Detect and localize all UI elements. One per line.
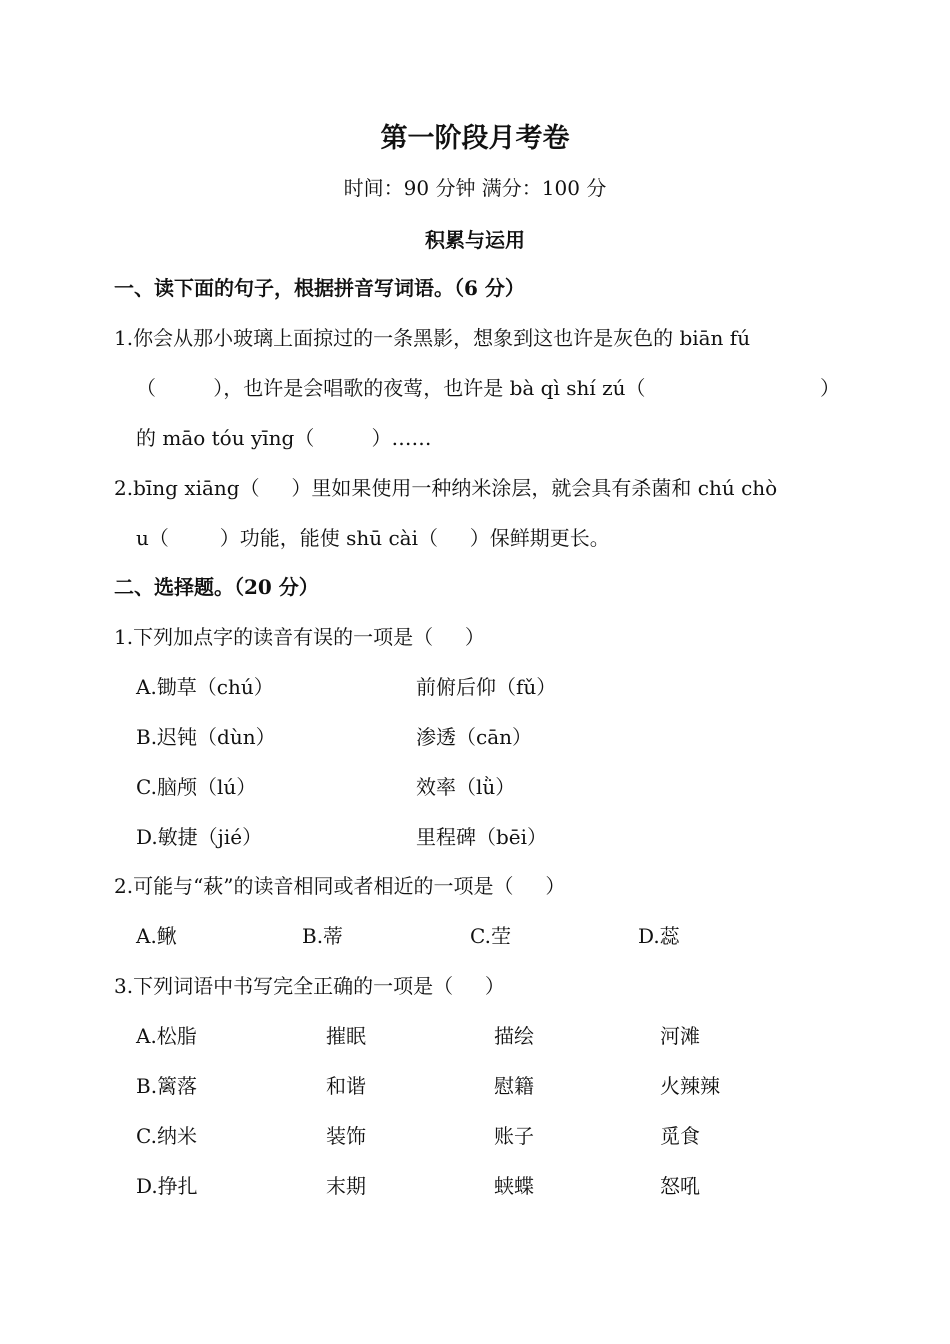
q3-d-word-2: 末期 [326,1174,366,1198]
part2-q1-stem: 1.下列加点字的读音有误的一项是（ ） [114,625,485,649]
q2-option-c: C.茔 [470,924,511,948]
q1-option-d-1: D.敏捷（jié） [136,825,263,849]
q3-b-word-2: 和谐 [326,1074,366,1098]
q1-option-b-1: B.迟钝（dùn） [136,725,276,749]
q3-d-word-3: 蛱蝶 [494,1174,534,1198]
q2-option-a: A.鳅 [136,924,177,948]
part1-q2-line2: u（ ）功能，能使 shū cài（ ）保鲜期更长。 [136,526,610,550]
q3-b-word-3: 慰籍 [494,1074,534,1098]
part1-q1-line1: 1.你会从那小玻璃上面掠过的一条黑影，想象到这也许是灰色的 biān fú [114,326,751,350]
part1-heading: 一、读下面的句子，根据拼音写词语。（6 分） [114,276,525,300]
q3-a-word-3: 描绘 [494,1024,534,1048]
section-title: 积累与运用 [425,228,525,252]
part2-q3-stem: 3.下列词语中书写完全正确的一项是（ ） [114,974,505,998]
q3-d-word-1: D.挣扎 [136,1174,198,1198]
q3-c-word-4: 觅食 [660,1124,700,1148]
q1-option-b-2: 渗透（cān） [416,725,533,749]
q3-a-word-2: 摧眠 [326,1024,366,1048]
q3-a-word-4: 河滩 [660,1024,700,1048]
q2-option-b: B.蒂 [302,924,344,948]
q3-c-word-2: 装饰 [326,1124,366,1148]
part1-q2-line1: 2.bīng xiāng（ ）里如果使用一种纳米涂层，就会具有杀菌和 chú chò [114,476,778,500]
q3-b-word-4: 火辣辣 [660,1074,720,1098]
part1-q1-line2: （ ），也许是会唱歌的夜莺，也许是 bà qì shí zú（ [136,376,646,400]
part1-q1-line2-end: ） [820,376,840,400]
q3-a-word-1: A.松脂 [136,1024,197,1048]
part2-q2-stem: 2.可能与“萩”的读音相同或者相近的一项是（ ） [114,874,566,898]
q2-option-d: D.蕊 [638,924,680,948]
q3-b-word-1: B.篱落 [136,1074,198,1098]
q3-c-word-3: 账子 [494,1124,534,1148]
q1-option-a-2: 前俯后仰（fǔ） [416,675,557,699]
exam-time-score: 时间：90 分钟 满分：100 分 [343,176,607,200]
part2-heading: 二、选择题。（20 分） [114,575,319,599]
page-title: 第一阶段月考卷 [380,123,570,154]
q1-option-d-2: 里程碑（bēi） [416,825,548,849]
q3-d-word-4: 怒吼 [660,1174,700,1198]
part1-q1-line3: 的 māo tóu yīng（ ）…… [136,426,432,450]
q1-option-a-1: A.锄草（chú） [136,675,274,699]
q3-c-word-1: C.纳米 [136,1124,197,1148]
q1-option-c-1: C.脑颅（lú） [136,775,257,799]
q1-option-c-2: 效率（lǜ） [416,775,516,799]
